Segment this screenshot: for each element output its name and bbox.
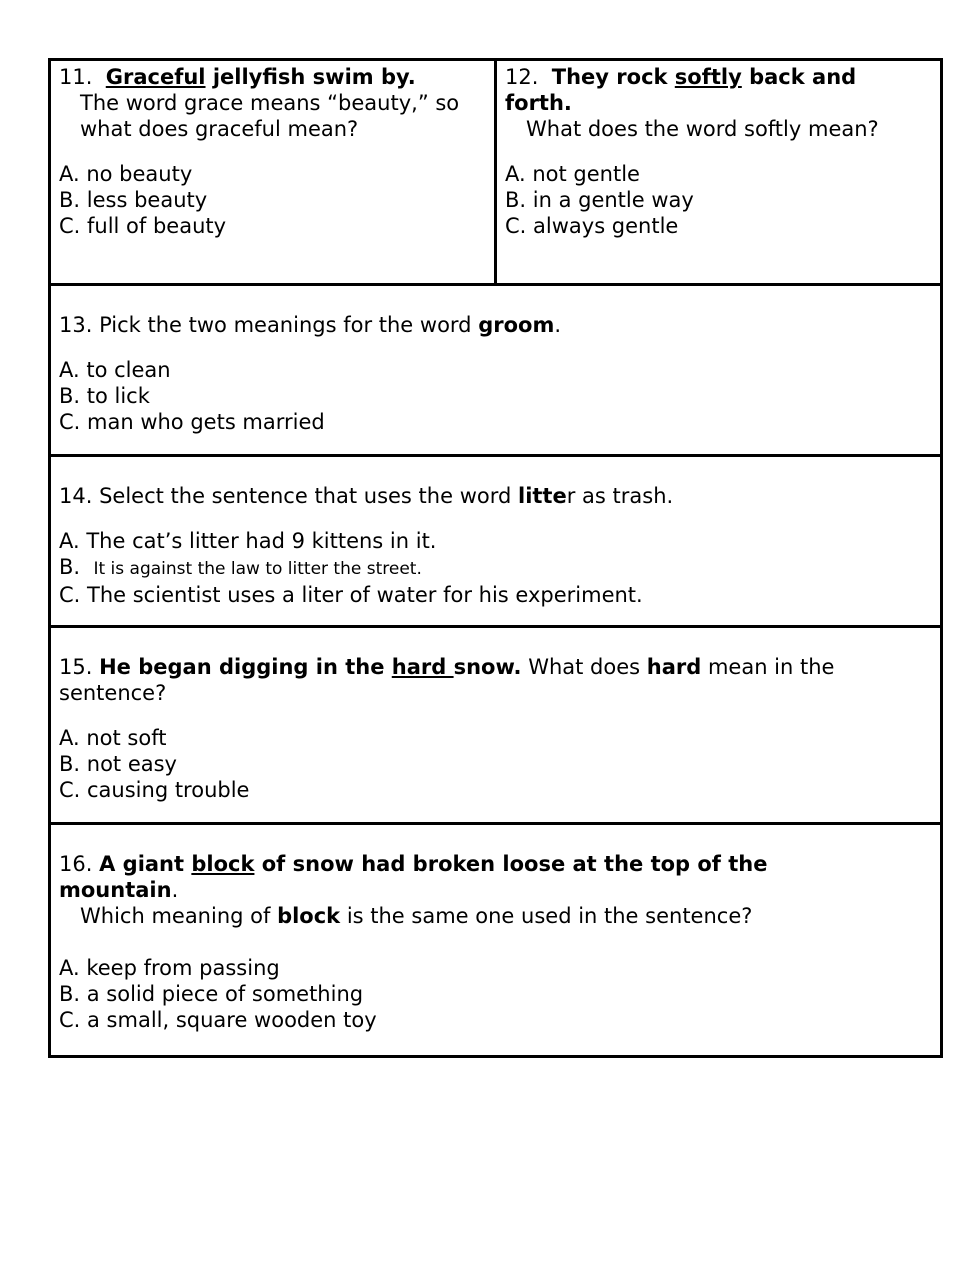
question-15-target-word: hard bbox=[391, 655, 454, 679]
question-15-text-c: sentence? bbox=[59, 681, 167, 705]
question-16-option-b[interactable]: B. a solid piece of something bbox=[59, 982, 364, 1006]
question-11-options bbox=[59, 161, 486, 239]
question-15-option-a[interactable]: A. not soft bbox=[59, 726, 167, 750]
question-15-word: hard bbox=[646, 655, 702, 679]
question-16-options bbox=[59, 955, 932, 1033]
question-14-text-a: 14. Select the sentence that uses the word bbox=[59, 484, 518, 508]
question-14 bbox=[51, 457, 940, 628]
question-13-option-b[interactable]: B. to lick bbox=[59, 384, 150, 408]
question-11-target-word: Graceful bbox=[105, 65, 206, 89]
question-16-stem bbox=[59, 851, 932, 877]
question-14-option-c[interactable]: C. The scientist uses a liter of water for his experiment. bbox=[59, 583, 643, 607]
question-15-option-b[interactable]: B. not easy bbox=[59, 752, 177, 776]
question-13-text-a: 13. Pick the two meanings for the word bbox=[59, 313, 479, 337]
question-12-option-a[interactable]: A. not gentle bbox=[505, 162, 640, 186]
question-15-option-c[interactable]: C. causing trouble bbox=[59, 778, 250, 802]
question-16-word: block bbox=[277, 904, 341, 928]
question-11-option-b[interactable]: B. less beauty bbox=[59, 188, 208, 212]
question-16-question bbox=[59, 903, 932, 929]
question-13-target-word: groom bbox=[478, 313, 555, 337]
question-12-option-c[interactable]: C. always gentle bbox=[505, 214, 679, 238]
question-11-line-2: The word grace means “beauty,” so bbox=[80, 91, 460, 115]
question-12-option-b[interactable]: B. in a gentle way bbox=[505, 188, 694, 212]
question-14-options bbox=[59, 528, 932, 608]
question-15-stem bbox=[59, 654, 932, 680]
question-11-stem bbox=[59, 64, 486, 90]
question-16 bbox=[51, 825, 940, 1055]
question-16-stem-c: mountain bbox=[59, 878, 172, 902]
question-12-target-word: softly bbox=[674, 65, 742, 89]
question-16-option-a[interactable]: A. keep from passing bbox=[59, 956, 280, 980]
question-14-target-word: litte bbox=[518, 484, 567, 508]
question-15-text-a: What does bbox=[521, 655, 647, 679]
question-15-stem-b: snow. bbox=[453, 655, 522, 679]
question-11-line-3: what does graceful mean? bbox=[80, 117, 359, 141]
question-12-stem bbox=[505, 64, 932, 90]
question-14-option-a[interactable]: A. The cat’s litter had 9 kittens in it. bbox=[59, 529, 437, 553]
question-16-option-c[interactable]: C. a small, square wooden toy bbox=[59, 1008, 377, 1032]
question-16-question-b: is the same one used in the sentence? bbox=[340, 904, 753, 928]
question-13-option-a[interactable]: A. to clean bbox=[59, 358, 171, 382]
question-13-option-c[interactable]: C. man who gets married bbox=[59, 410, 325, 434]
question-12-stem-c: forth. bbox=[505, 91, 572, 115]
question-11-number: 11. bbox=[59, 65, 93, 89]
question-15 bbox=[51, 628, 940, 825]
question-16-target-word: block bbox=[191, 852, 255, 876]
question-11 bbox=[51, 61, 497, 283]
question-11-stem-rest: jellyfish swim by. bbox=[205, 65, 416, 89]
question-14-stem bbox=[59, 483, 932, 509]
worksheet-table bbox=[48, 58, 943, 1058]
question-16-stem-b: of snow had broken loose at the top of the bbox=[254, 852, 768, 876]
question-12-stem-a: They rock bbox=[551, 65, 675, 89]
question-16-stem-line-2 bbox=[59, 877, 932, 903]
question-16-stem-a: A giant bbox=[99, 852, 192, 876]
question-12 bbox=[497, 61, 940, 283]
question-14-option-b-text: It is against the law to litter the street. bbox=[93, 559, 422, 579]
question-13-stem bbox=[59, 312, 932, 338]
question-11-option-c[interactable]: C. full of beauty bbox=[59, 214, 227, 238]
question-14-option-b-label: B. bbox=[59, 555, 81, 579]
question-12-options bbox=[505, 161, 932, 239]
question-16-number: 16. bbox=[59, 852, 93, 876]
question-12-number: 12. bbox=[505, 65, 539, 89]
question-11-option-a[interactable]: A. no beauty bbox=[59, 162, 193, 186]
question-13-options bbox=[59, 357, 932, 435]
question-15-number: 15. bbox=[59, 655, 93, 679]
question-16-question-a: Which meaning of bbox=[80, 904, 278, 928]
question-16-stem-d: . bbox=[171, 878, 179, 902]
question-row-11-12 bbox=[51, 61, 940, 286]
question-14-option-b[interactable] bbox=[59, 554, 932, 582]
question-15-text-b: mean in the bbox=[701, 655, 835, 679]
question-15-stem-a: He began digging in the bbox=[99, 655, 392, 679]
question-13 bbox=[51, 286, 940, 457]
question-13-text-b: . bbox=[554, 313, 562, 337]
question-12-question: What does the word softly mean? bbox=[526, 117, 879, 141]
question-12-stem-b: back and bbox=[741, 65, 857, 89]
question-14-text-b: r as trash. bbox=[566, 484, 674, 508]
question-15-options bbox=[59, 725, 932, 803]
